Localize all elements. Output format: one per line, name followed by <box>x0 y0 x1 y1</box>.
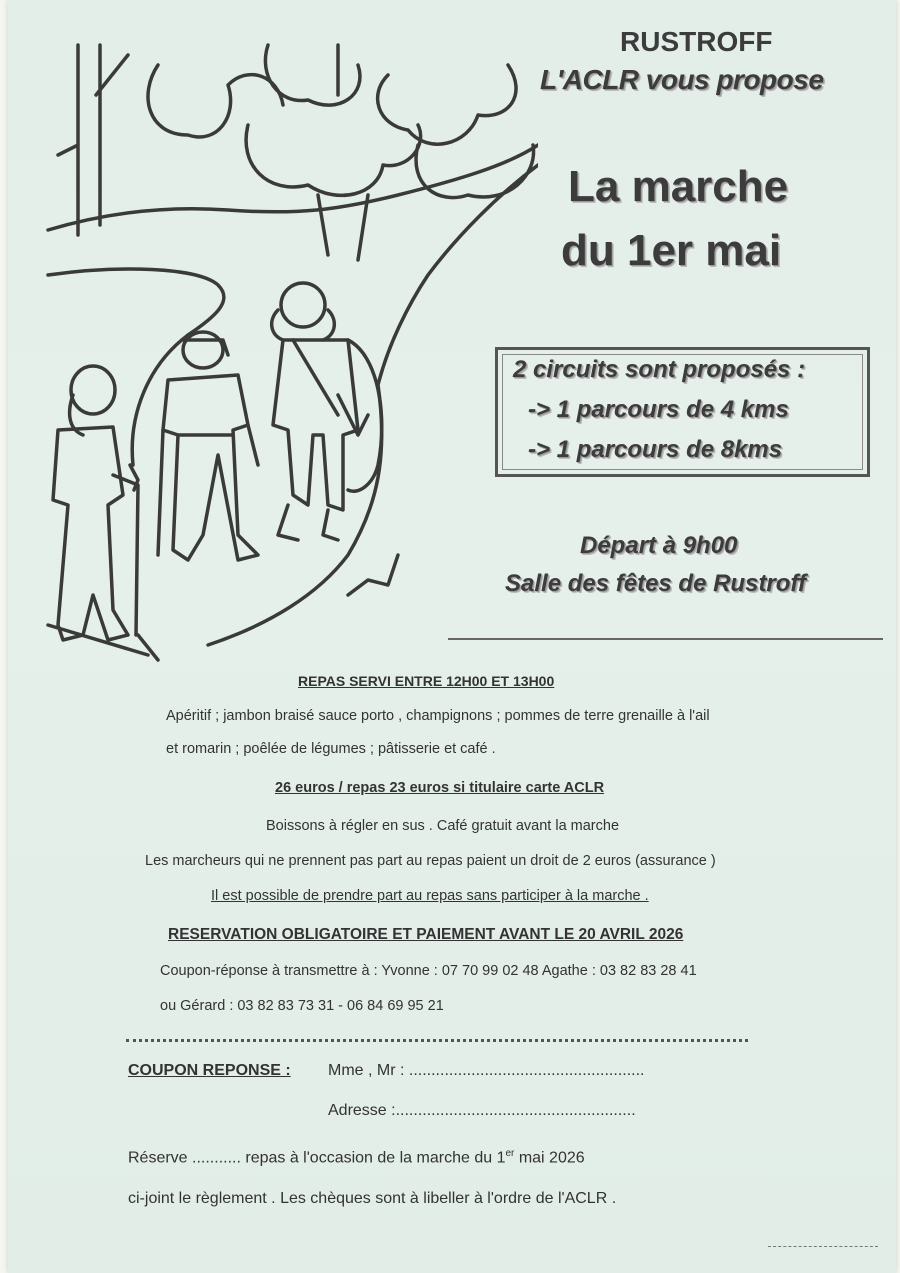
corner-dashes <box>768 1246 878 1247</box>
payment-note: ci-joint le règlement . Les chèques sont à libeller à l'ordre de l'ACLR . <box>128 1190 617 1207</box>
town-name: RUSTROFF <box>620 26 773 57</box>
section-divider <box>448 638 883 640</box>
meal-only-note: Il est possible de prendre part au repas sans participer à la marche . <box>211 888 649 904</box>
event-title-line1: La marche <box>568 162 789 211</box>
reservation-notice: RESERVATION OBLIGATOIRE ET PAIEMENT AVANT LE 20 AVRIL 2026 <box>168 926 684 943</box>
flyer-sheet <box>8 0 896 1273</box>
walkers-fee-note: Les marcheurs qui ne prennent pas part au repas paient un droit de 2 euros (assurance ) <box>145 853 716 869</box>
meal-heading: REPAS SERVI ENTRE 12H00 ET 13H00 <box>298 673 555 689</box>
address-field[interactable]: Adresse :...................................................... <box>328 1102 636 1119</box>
drinks-note: Boissons à régler en sus . Café gratuit avant la marche <box>266 818 620 834</box>
departure-time: Départ à 9h00 <box>580 532 738 559</box>
meal-prices: 26 euros / repas 23 euros si titulaire carte ACLR <box>275 780 605 796</box>
coupon-contact-gerard: ou Gérard : 03 82 83 73 31 - 06 84 69 95 21 <box>160 998 444 1014</box>
reserve-line <box>128 1148 585 1167</box>
organizer-line: L'ACLR vous propose <box>540 64 824 95</box>
circuit-item-4km: -> 1 parcours de 4 kms <box>528 396 789 423</box>
cut-line <box>126 1039 748 1042</box>
menu-line-1: Apéritif ; jambon braisé sauce porto , champignons ; pommes de terre grenaille à l'ail <box>166 708 710 724</box>
circuit-item-8km: -> 1 parcours de 8kms <box>528 436 783 463</box>
reserve-suffix: mai 2026 <box>514 1149 585 1167</box>
circuits-heading: 2 circuits sont proposés : <box>513 356 806 383</box>
coupon-contacts: Coupon-réponse à transmettre à : Yvonne : 07 70 99 02 48 Agathe : 03 82 83 28 41 <box>160 963 697 979</box>
coupon-label: COUPON REPONSE : <box>128 1062 291 1079</box>
menu-line-2: et romarin ; poêlée de légumes ; pâtisserie et café . <box>166 741 496 757</box>
event-title-line2: du 1er mai <box>561 226 782 275</box>
departure-venue: Salle des fêtes de Rustroff <box>505 570 806 597</box>
reserve-sup: er <box>505 1148 515 1159</box>
reserve-prefix[interactable]: Réserve ........... repas à l'occasion de la marche du 1 <box>128 1149 506 1167</box>
name-field[interactable]: Mme , Mr : ..................................................... <box>328 1062 645 1079</box>
hikers-illustration <box>38 35 538 665</box>
